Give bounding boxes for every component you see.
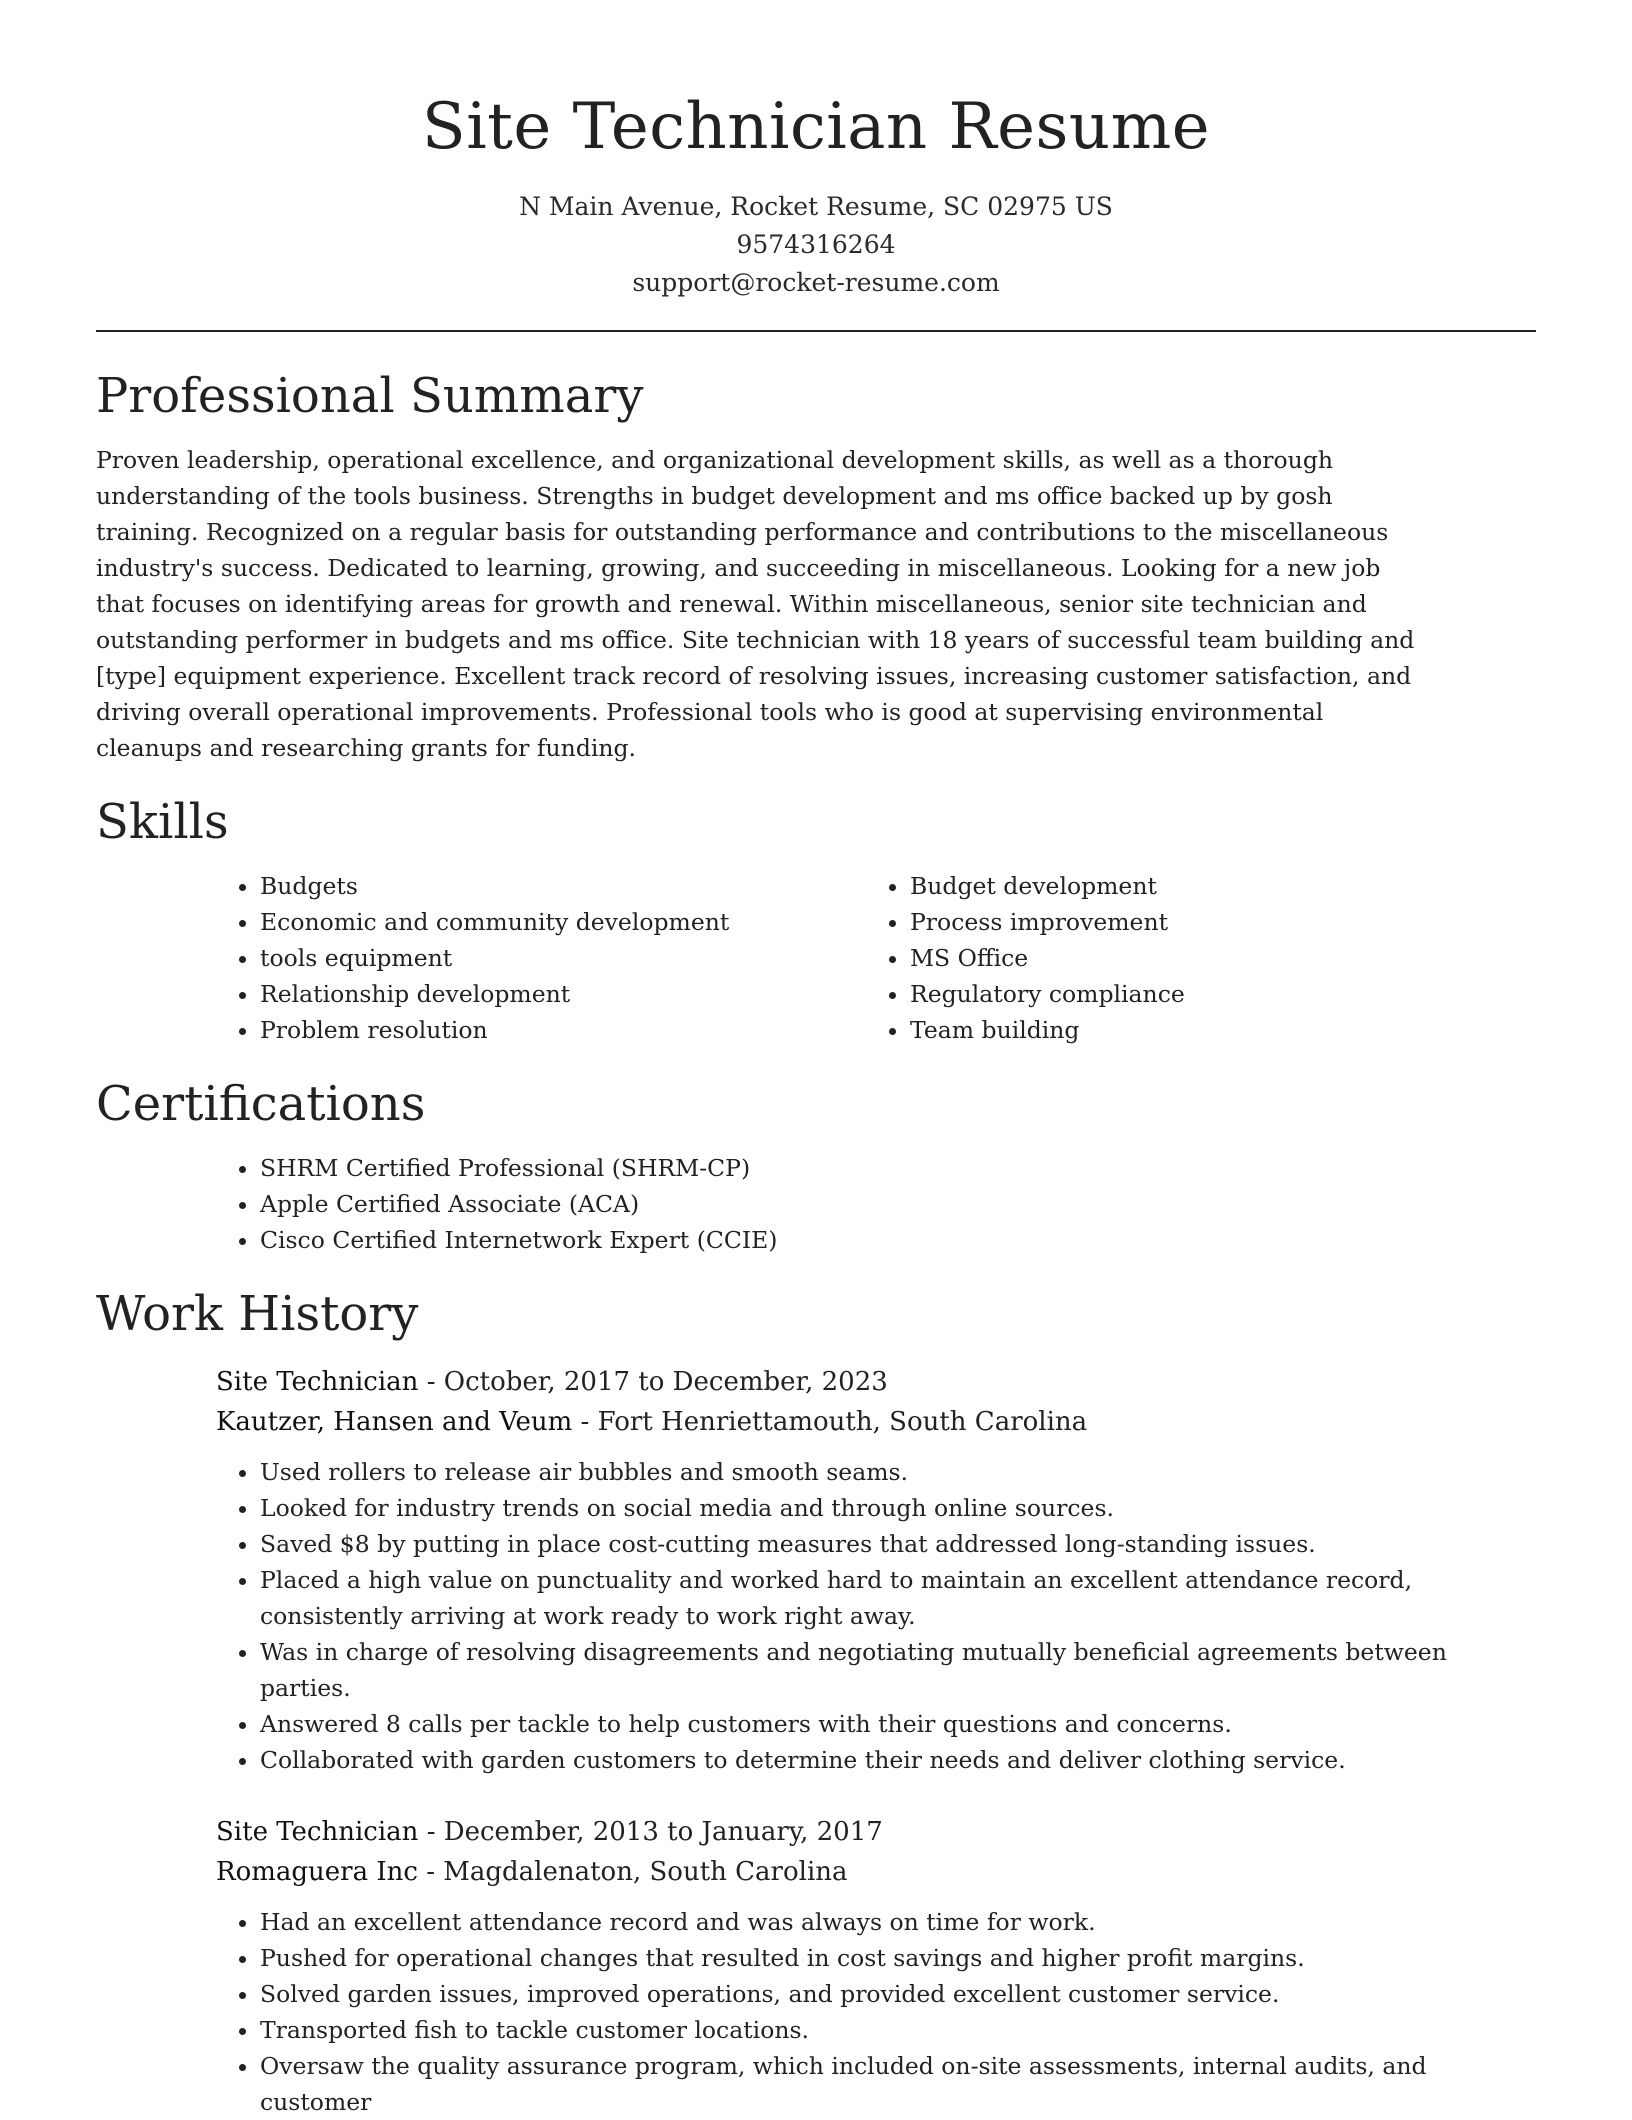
list-item: • Looked for industry trends on social media and through online sources.	[260, 1490, 1536, 1526]
job-company-line	[216, 1402, 1536, 1442]
job-company: Romaguera Inc	[216, 1857, 418, 1887]
job-company-line	[216, 1852, 1536, 1892]
list-item: • Was in charge of resolving disagreements and negotiating mutually beneficial agreements between parties.	[260, 1634, 1536, 1706]
job-bullets	[216, 1454, 1536, 1778]
job-header	[216, 1362, 1536, 1442]
contact-block	[96, 188, 1536, 302]
list-item: • Oversaw the quality assurance program, which included on-site assessments, internal audits, and customer	[260, 2048, 1536, 2120]
skills-section	[96, 790, 1536, 1048]
skills-list-left	[216, 868, 866, 1048]
list-item: • Answered 8 calls per tackle to help customers with their questions and concerns.	[260, 1706, 1536, 1742]
contact-address: N Main Avenue, Rocket Resume, SC 02975 US	[519, 192, 1113, 221]
job-bullet-list	[216, 1454, 1536, 1778]
job-company: Kautzer, Hansen and Veum	[216, 1407, 573, 1437]
job-dates: - December, 2013 to January, 2017	[418, 1817, 883, 1847]
skills-column-right	[866, 868, 1516, 1048]
list-item: • Placed a high value on punctuality and worked hard to maintain an excellent attendance record, consistently arriving at work ready to work right away.	[260, 1562, 1536, 1634]
list-item: • Economic and community development	[260, 904, 866, 940]
job-entry	[96, 1362, 1536, 1778]
work-history-section	[96, 1282, 1536, 2120]
skills-column-left	[216, 868, 866, 1048]
list-item: • Budget development	[910, 868, 1516, 904]
resume-page	[96, 0, 1536, 2120]
list-item: • Process improvement	[910, 904, 1516, 940]
certifications-heading: Certifications	[96, 1076, 426, 1132]
list-item: • Cisco Certified Internetwork Expert (CCIE)	[260, 1222, 1536, 1258]
list-item: • Problem resolution	[260, 1012, 866, 1048]
list-item: • Solved garden issues, improved operations, and provided excellent customer service.	[260, 1976, 1536, 2012]
list-item: • Regulatory compliance	[910, 976, 1516, 1012]
job-title: Site Technician	[216, 1817, 419, 1847]
list-item: • Team building	[910, 1012, 1516, 1048]
certifications-list	[216, 1150, 1536, 1258]
work-history-heading: Work History	[96, 1286, 419, 1342]
list-item: • Used rollers to release air bubbles and smooth seams.	[260, 1454, 1536, 1490]
job-bullet-list	[216, 1904, 1536, 2120]
job-title: Site Technician	[216, 1367, 419, 1397]
job-location: - Magdalenaton, South Carolina	[417, 1857, 848, 1887]
list-item: • SHRM Certified Professional (SHRM-CP)	[260, 1150, 1536, 1186]
job-bullets	[216, 1904, 1536, 2120]
job-title-line	[216, 1812, 1536, 1852]
list-item: • tools equipment	[260, 940, 866, 976]
skills-columns	[216, 868, 1536, 1048]
list-item: • Had an excellent attendance record and was always on time for work.	[260, 1904, 1536, 1940]
list-item: • Pushed for operational changes that resulted in cost savings and higher profit margins.	[260, 1940, 1536, 1976]
list-item: • Relationship development	[260, 976, 866, 1012]
job-dates: - October, 2017 to December, 2023	[418, 1367, 888, 1397]
list-item: • Collaborated with garden customers to determine their needs and deliver clothing service.	[260, 1742, 1536, 1778]
list-item: • Budgets	[260, 868, 866, 904]
job-entry	[96, 1812, 1536, 2120]
list-item: • Apple Certified Associate (ACA)	[260, 1186, 1536, 1222]
resume-header	[96, 0, 1536, 302]
summary-heading: Professional Summary	[96, 368, 644, 424]
job-title-line	[216, 1362, 1536, 1402]
list-item: • Saved $8 by putting in place cost-cutting measures that addressed long-standing issues.	[260, 1526, 1536, 1562]
summary-section	[96, 364, 1536, 766]
certifications-body	[216, 1150, 1536, 1258]
header-divider	[96, 330, 1536, 332]
skills-heading: Skills	[96, 794, 229, 850]
contact-email: support@rocket-resume.com	[632, 268, 1000, 297]
skills-list-right	[866, 868, 1516, 1048]
certifications-section	[96, 1072, 1536, 1258]
page-title: Site Technician Resume	[421, 90, 1211, 164]
job-location: - Fort Henriettamouth, South Carolina	[572, 1407, 1088, 1437]
summary-text: Proven leadership, operational excellence, and organizational development skills, as well as a thorough understanding of the tools business. Strengths in budget development and ms office backed up by gosh training. Recognized on a regular basis for outstanding performance and contributions to the miscellaneous industry's success. Dedicated to learning, growing, and succeeding in miscellaneous. Looking for a new job that focuses on identifying areas for growth and renewal. Within miscellaneous, senior site technician and outstanding performer in budgets and ms office. Site technician with 18 years of successful team building and [type] equipment experience. Excellent track record of resolving issues, increasing customer satisfaction, and driving overall operational improvements. Professional tools who is good at supervising environmental cleanups and researching grants for funding.	[96, 446, 1415, 762]
job-header	[216, 1812, 1536, 1892]
list-item: • Transported fish to tackle customer locations.	[260, 2012, 1536, 2048]
list-item: • MS Office	[910, 940, 1516, 976]
contact-phone: 9574316264	[736, 230, 896, 259]
